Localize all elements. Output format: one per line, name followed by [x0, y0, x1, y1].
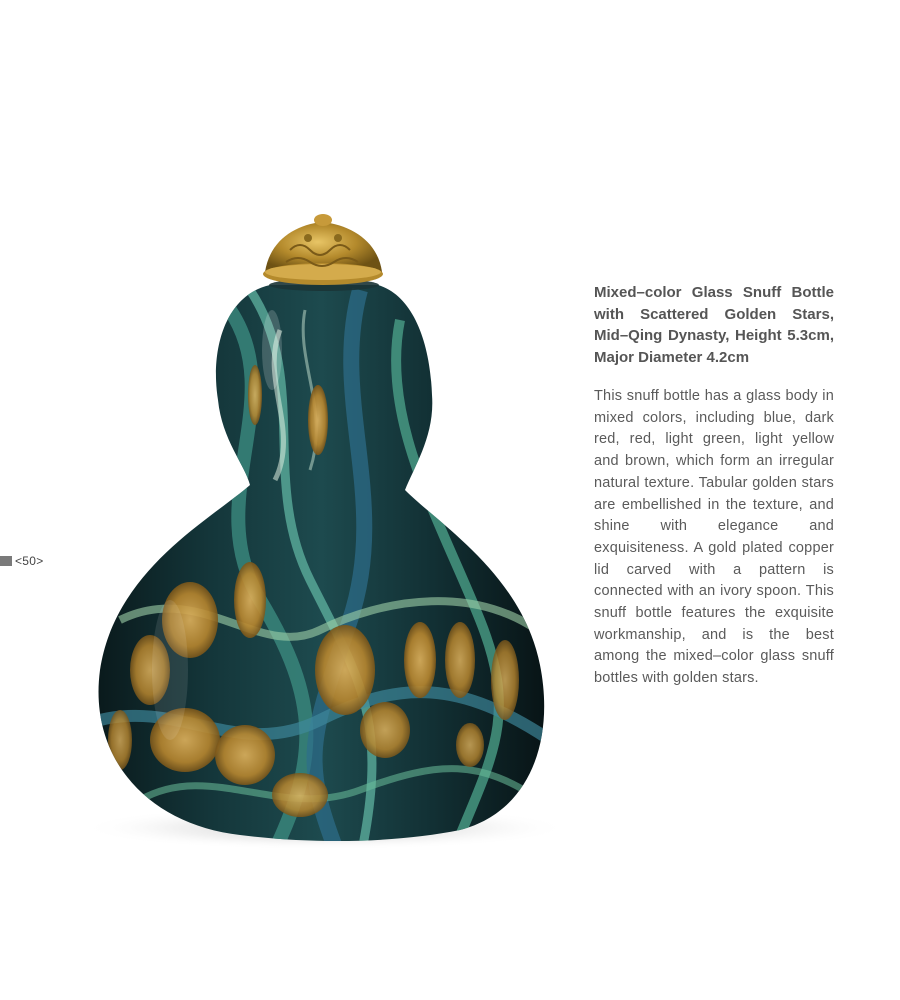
- snuff-bottle-photo: [60, 200, 580, 870]
- caption-body: This snuff bottle has a glass body in mixed colors, including blue, dark red, red, light green, light yellow and brown, which form an irregular natural texture. Tabular golden stars are embellished in the texture, and shine with elegance and exquisiteness. A gold plated copper lid carved with a pattern is connected with an ivory spoon. This snuff bottle features the exquisite workmanship, and is the best among the mixed–color glass snuff bottles with golden stars.: [594, 388, 834, 687]
- caption-title: Mixed–color Glass Snuff Bottle with Scattered Golden Stars, Mid–Qing Dynasty, Height 5.3cm, Major Diameter 4.2cm: [594, 284, 834, 366]
- caption-block: [594, 282, 834, 690]
- bottle-lid: [263, 214, 383, 285]
- page-number: <50>: [15, 554, 44, 568]
- page-marker-block: [0, 556, 12, 566]
- page-number-marker: [0, 553, 44, 569]
- snuff-bottle-illustration: [60, 200, 580, 870]
